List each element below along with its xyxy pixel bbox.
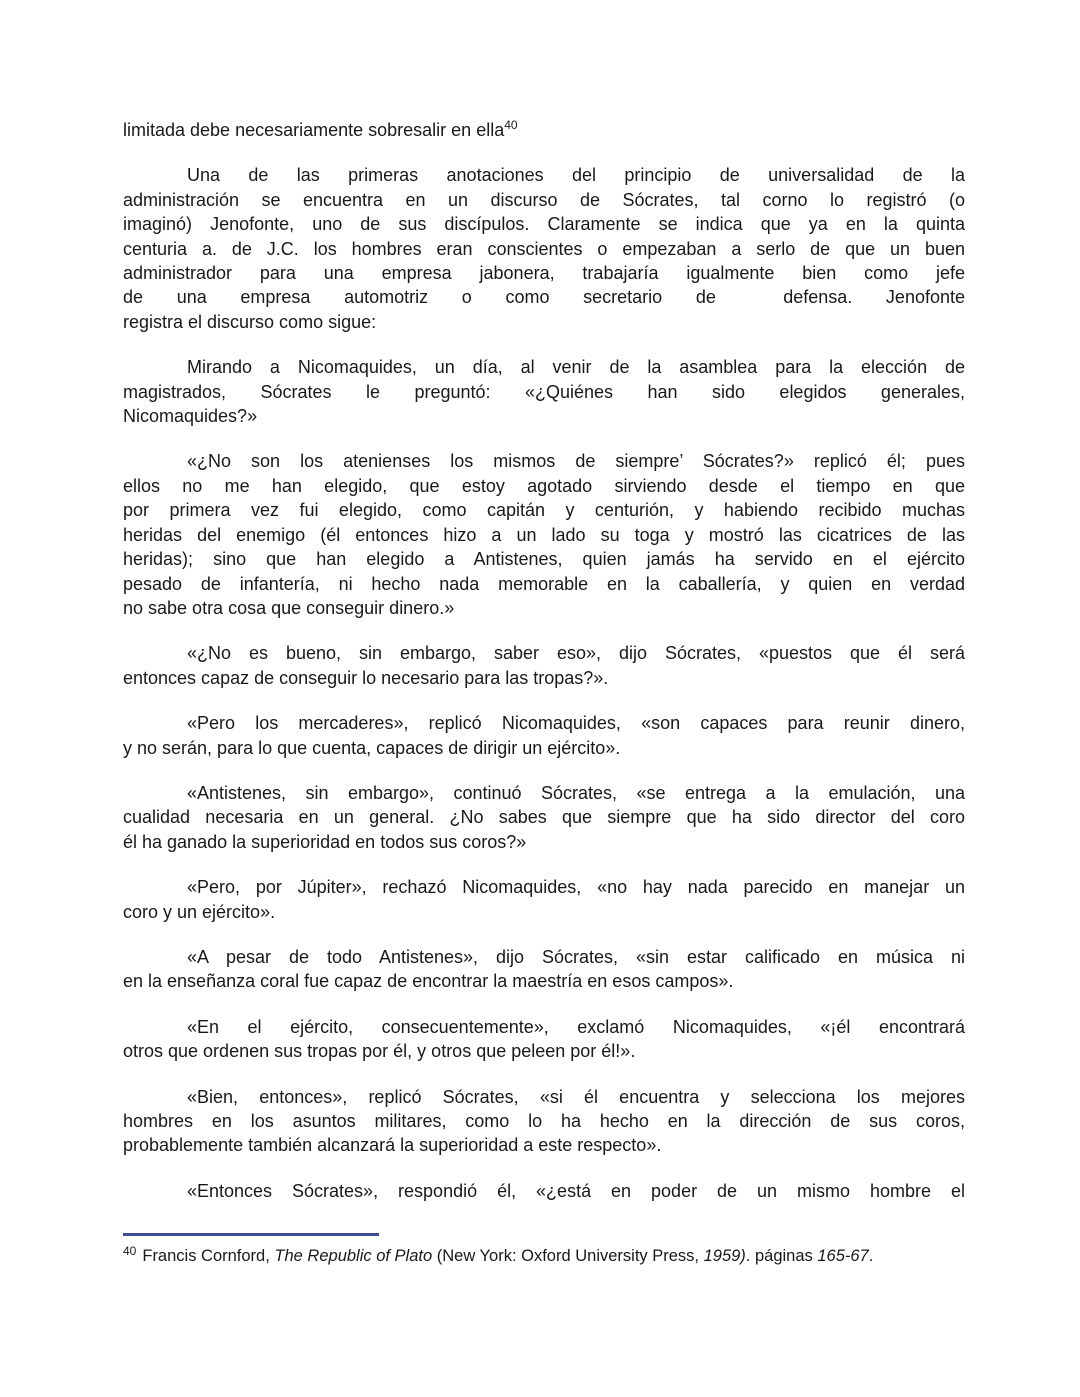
text-line: administración se encuentra en un discurso de Sócrates, tal corno lo registró (o: [123, 189, 965, 210]
text-line: «¿No es bueno, sin embargo, saber eso», dijo Sócrates, «puestos que él será: [187, 643, 965, 664]
footnote-run: Francis Cornford,: [142, 1247, 275, 1265]
text-line: «En el ejército, consecuentemente», exclamó Nicomaquides, «¡él encontrará: [187, 1016, 965, 1037]
text-line: «¿No son los atenienses los mismos de siempre’ Sócrates?» replicó él; pues: [187, 451, 965, 472]
footnote-area: [123, 1233, 965, 1267]
paragraph: [123, 1085, 965, 1158]
text-line: Mirando a Nicomaquides, un día, al venir de la asamblea para la elección de: [187, 357, 965, 378]
text-line: coro y un ejército».: [123, 901, 276, 922]
footnote-run: .: [868, 1247, 874, 1265]
footnote-text: [142, 1247, 873, 1265]
text-line: probablemente también alcanzará la superioridad a este respecto».: [123, 1135, 662, 1156]
footnote-marker: 40: [123, 1244, 137, 1258]
text-line: él ha ganado la superioridad en todos sus coros?»: [123, 831, 527, 852]
footnote-separator: [123, 1233, 379, 1236]
paragraph: [123, 355, 965, 428]
text-line: ellos no me han elegido, que estoy agotado sirviendo desde el tiempo en que: [123, 475, 965, 496]
text-line: «Bien, entonces», replicó Sócrates, «si él encuentra y selecciona los mejores: [187, 1086, 965, 1107]
paragraph: [123, 1015, 965, 1064]
footnote-ref: 40: [504, 118, 518, 132]
text-line: heridas); sino que han elegido a Antistenes, quien jamás ha servido en el ejército: [123, 549, 965, 570]
text-line: imaginó) Jenofonte, uno de sus discípulos. Claramente se indica que ya en la quinta: [123, 214, 965, 235]
paragraph: [123, 118, 965, 142]
text-line: de una empresa automotriz o como secretario de defensa. Jenofonte: [123, 287, 965, 308]
paragraph: [123, 1179, 965, 1203]
text-line: no sabe otra cosa que conseguir dinero.»: [123, 597, 455, 618]
text-line: hombres en los asuntos militares, como lo ha hecho en la dirección de sus coros,: [123, 1111, 965, 1131]
text-line: pesado de infantería, ni hecho nada memorable en la caballería, y quien en verdad: [123, 573, 965, 594]
text-line: «Pero los mercaderes», replicó Nicomaquides, «son capaces para reunir dinero,: [187, 713, 965, 734]
paragraph: [123, 781, 965, 854]
text-line: magistrados, Sócrates le preguntó: «¿Quiénes han sido elegidos generales,: [123, 381, 965, 402]
text-line: centuria a. de J.C. los hombres eran conscientes o empezaban a serlo de que un buen: [123, 238, 965, 259]
text-line: y no serán, para lo que cuenta, capaces de dirigir un ejército».: [123, 737, 621, 758]
text-line: Una de las primeras anotaciones del principio de universalidad de la: [187, 165, 965, 186]
footnote: [123, 1245, 965, 1267]
paragraph: [123, 711, 965, 760]
paragraph: [123, 163, 965, 334]
text-line: entonces capaz de conseguir lo necesario para las tropas?».: [123, 667, 609, 688]
text-line: administrador para una empresa jabonera, trabajaría igualmente bien como jefe: [123, 263, 965, 284]
footnote-italic-run: 1959): [703, 1247, 746, 1265]
text-line: cualidad necesaria en un general. ¿No sabes que siempre que ha sido director del coro: [123, 807, 965, 828]
paragraph: [123, 875, 965, 924]
footnote-italic-run: The Republic of Plato: [274, 1247, 433, 1265]
footnote-italic-run: 165-67: [817, 1247, 869, 1265]
footnote-run: (New York: Oxford University Press,: [432, 1247, 704, 1265]
paragraph: [123, 449, 965, 620]
text-line: otros que ordenen sus tropas por él, y otros que peleen por él!».: [123, 1041, 636, 1062]
text-line: en la enseñanza coral fue capaz de encontrar la maestría en esos campos».: [123, 971, 734, 992]
text-line: «Pero, por Júpiter», rechazó Nicomaquides, «no hay nada parecido en manejar un: [187, 877, 965, 898]
paragraph: [123, 945, 965, 994]
text-line: «A pesar de todo Antistenes», dijo Sócrates, «sin estar calificado en música ni: [187, 946, 965, 967]
text-line: registra el discurso como sigue:: [123, 311, 377, 332]
paragraph: [123, 641, 965, 690]
text-line: heridas del enemigo (él entonces hizo a un lado su toga y mostró las cicatrices de las: [123, 524, 965, 545]
text-line: limitada debe necesariamente sobresalir en ella$^{40}$: [123, 118, 518, 140]
text-line: «Entonces Sócrates», respondió él, «¿está en poder de un mismo hombre el: [187, 1180, 965, 1201]
footnote-run: . páginas: [745, 1247, 818, 1265]
text-line: por primera vez fui elegido, como capitán y centurión, y habiendo recibido muchas: [123, 500, 965, 521]
text-line: Nicomaquides?»: [123, 406, 258, 427]
document-body: [123, 118, 965, 1224]
text-line: «Antistenes, sin embargo», continuó Sócrates, «se entrega a la emulación, una: [187, 782, 965, 803]
